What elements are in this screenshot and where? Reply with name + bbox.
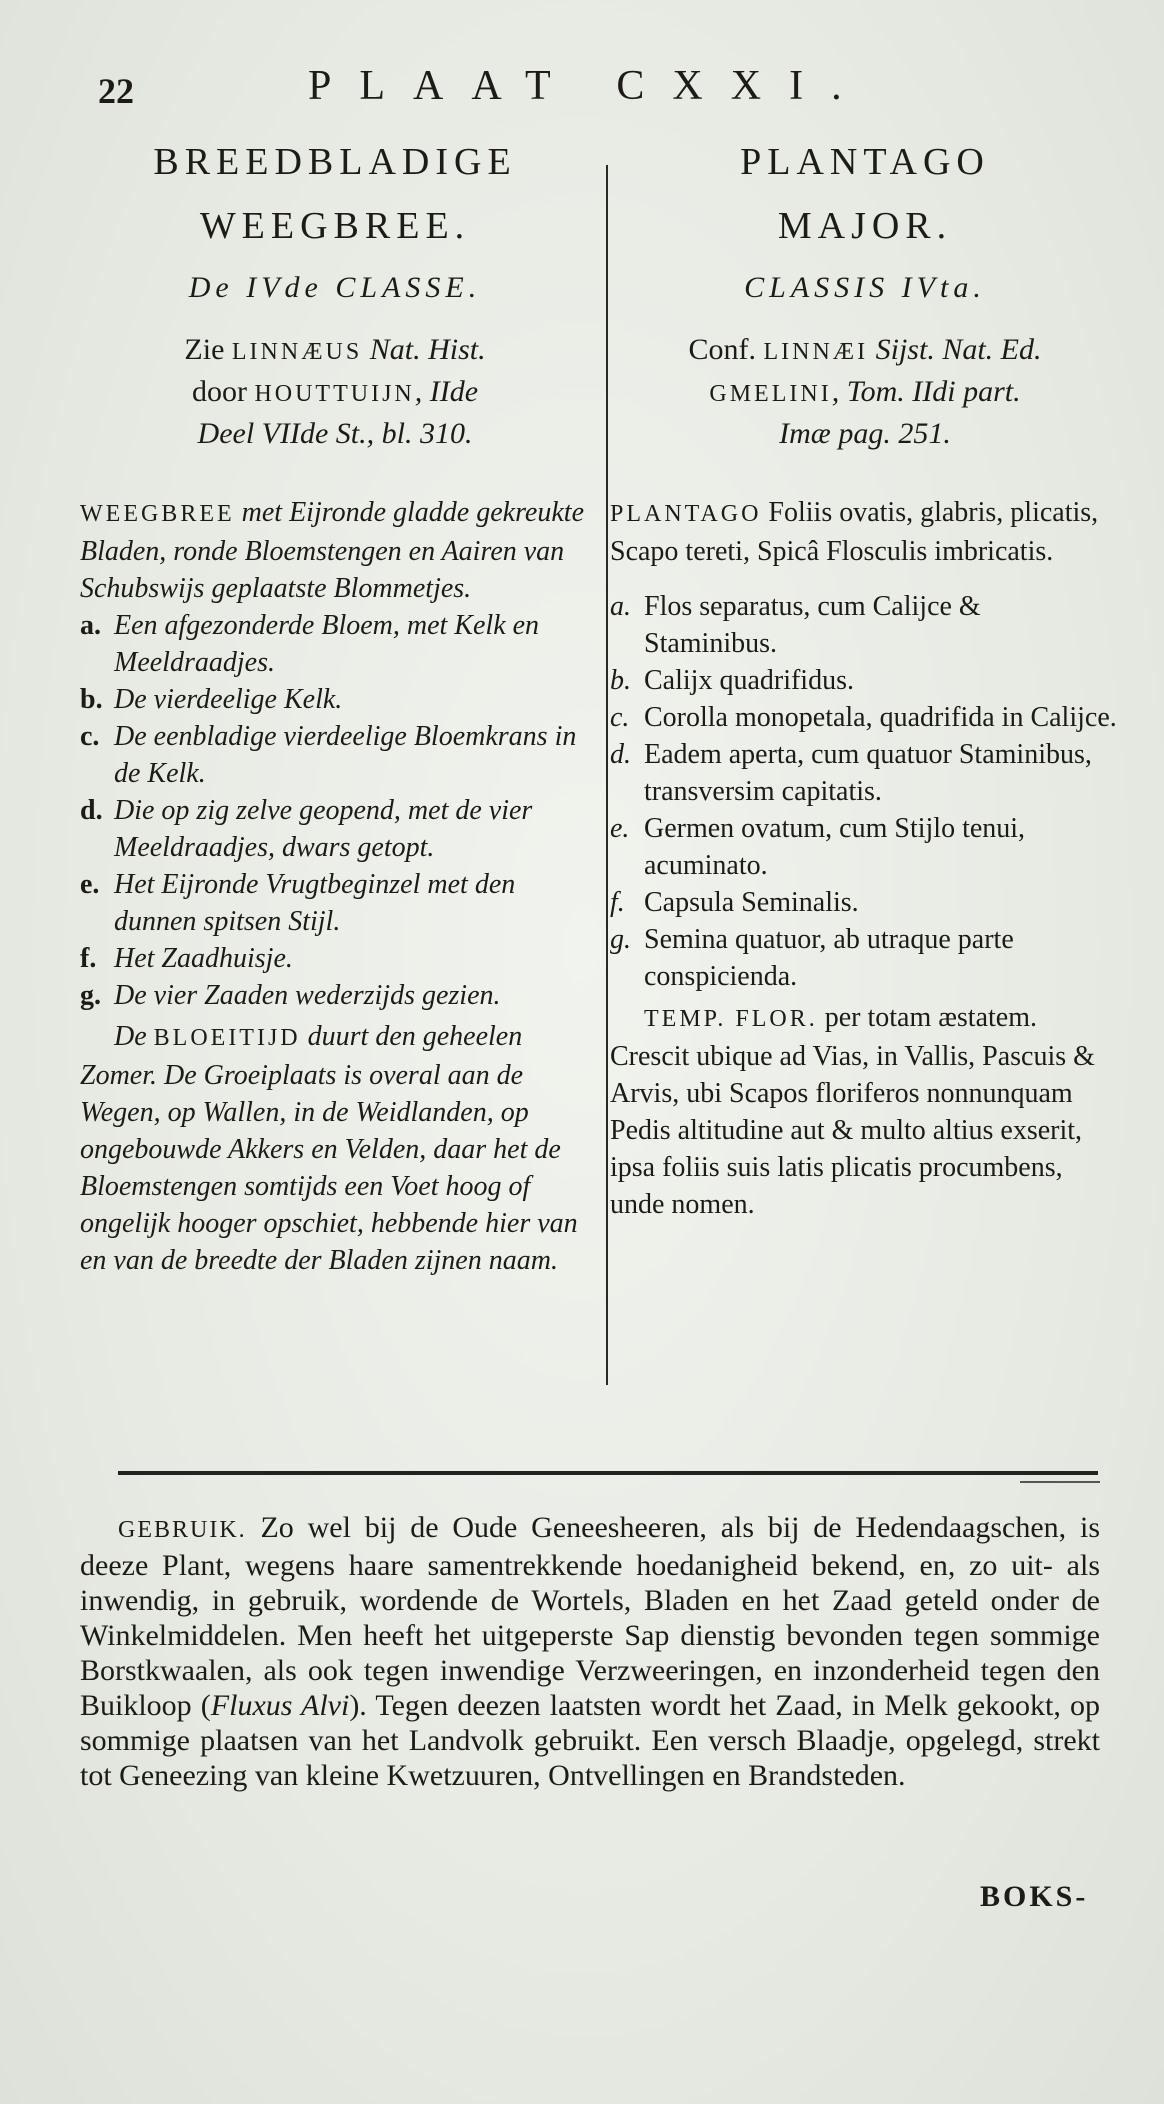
item-text: Eadem aperta, cum quatuor Staminibus, transversim capitatis. [644, 739, 1092, 807]
item-text: Het Zaadhuisje. [114, 943, 293, 974]
ref-text: door [191, 375, 255, 408]
item-letter: e. [80, 869, 100, 900]
item-text: Germen ovatum, cum Stijlo tenui, acuminato. [644, 813, 1026, 881]
ref-text: Conf. [688, 333, 764, 366]
page-number: 22 [98, 71, 134, 111]
latin-reference [610, 330, 1120, 454]
dutch-class-line: De IVde CLASSE. [188, 271, 482, 304]
latin-description [610, 494, 1120, 570]
section-rule [118, 1471, 1098, 1475]
plate-title: PLAAT CXXI. [308, 63, 870, 109]
flower-text: per totam æstatem. Crescit ubique ad Vias, in Vallis, Pascuis & Arvis, ubi Scapos floriferos nonnunquam Pedis altitudine aut & multo altius exserit, ipsa foliis suis latis plicatis procumbens, unde nomen. [610, 1002, 1095, 1220]
item-letter: f. [80, 943, 97, 974]
item-text: Corolla monopetala, quadrifida in Calijce. [644, 702, 1117, 733]
item-letter: e. [610, 813, 630, 844]
page-header [98, 62, 1098, 122]
item-text: Flos separatus, cum Calijce & Staminibus. [644, 591, 981, 659]
list-item [80, 607, 590, 681]
ref-author: LINNÆI [763, 339, 869, 365]
dutch-column [80, 130, 590, 1279]
list-item [80, 792, 590, 866]
list-item [610, 588, 1120, 662]
ref-author: HOUTTUIJN [254, 381, 415, 407]
dutch-flowering [80, 1018, 590, 1279]
item-letter: d. [80, 795, 103, 826]
ref-work: Nat. Hist. [362, 333, 486, 366]
item-letter: b. [80, 684, 103, 715]
usage-label: GEBRUIK. [118, 1517, 247, 1543]
ref-author: GMELINI [709, 381, 832, 407]
list-item [610, 884, 1120, 921]
item-letter: a. [610, 591, 631, 622]
item-letter: c. [610, 702, 630, 733]
item-text: Die op zig zelve geopend, met de vier Meeldraadjes, dwars getopt. [114, 795, 533, 863]
item-letter: d. [610, 739, 631, 770]
list-item [610, 810, 1120, 884]
flower-text: duurt den geheelen Zomer. De Groeiplaats is overal aan de Wegen, op Wallen, in de Weidlanden, op ongebouwde Akkers en Velden, daar het de Bloemstengen somtijds een Voet hoog of ongelijk hooger opschiet, hebbende hier van en van de breedte der Bladen zijnen naam. [80, 1021, 578, 1276]
catchword: BOKS- [980, 1880, 1089, 1913]
item-letter: a. [80, 610, 101, 641]
column-divider [606, 165, 608, 1385]
list-item [80, 718, 590, 792]
flower-label: BLOEITIJD [153, 1025, 301, 1051]
section-rule-accent [1020, 1481, 1100, 1483]
item-letter: b. [610, 665, 631, 696]
list-item [610, 921, 1120, 995]
desc-text: met Eijronde gladde gekreukte Bladen, ronde Bloemstengen en Aairen van Schubswijs geplaatste Blommetjes. [80, 497, 584, 604]
ref-author: LINNÆUS [231, 339, 363, 365]
usage-paragraph [80, 1510, 1100, 1793]
ref-volume: Imæ pag. 251. [779, 417, 951, 450]
ref-text: Zie [184, 333, 232, 366]
desc-text: Foliis ovatis, glabris, plicatis, Scapo tereti, Spicâ Flosculis imbricatis. [610, 497, 1099, 567]
latin-class-line: CLASSIS IVta. [744, 271, 986, 304]
dutch-title-line2: WEEGBREE. [199, 205, 471, 247]
latin-flowering [610, 999, 1120, 1223]
ref-volume: Deel VIIde St., bl. 310. [197, 417, 473, 450]
item-text: Het Eijronde Vrugtbeginzel met den dunnen spitsen Stijl. [114, 869, 516, 937]
dutch-reference [80, 330, 590, 454]
dutch-title-line1: BREEDBLADIGE [153, 141, 517, 183]
list-item [80, 940, 590, 977]
latin-body [610, 494, 1120, 1223]
item-letter: g. [610, 924, 631, 955]
latin-title-line2: MAJOR. [777, 205, 953, 247]
list-item [80, 681, 590, 718]
list-item [610, 736, 1120, 810]
desc-label: PLANTAGO [610, 501, 762, 527]
list-item [610, 662, 1120, 699]
list-item [610, 699, 1120, 736]
latin-title-line1: PLANTAGO [740, 141, 990, 183]
usage-text: Zo wel bij de Oude Geneesheeren, als bij de Hedendaagschen, is deeze Plant, wegens haare samentrekkende hoedanigheid bekend, en, zo uit- als inwendig, in gebruik, wordende de Wortels, Bladen en het Zaad geteld onder de Winkelmiddelen. Men heeft het uitgeperste Sap dienstig bevonden tegen sommige Borstkwaalen, als ook tegen inwendige Verzweeringen, en inzonderheid tegen den Buikloop ( [80, 1511, 1100, 1722]
latin-column [610, 130, 1120, 1223]
dutch-body [80, 494, 590, 1279]
usage-text: ). Tegen deezen laatsten wordt het Zaad, in Melk gekookt, op sommige plaatsen van het Landvolk gebruikt. Een versch Blaadje, opgelegd, strekt tot Geneezing van kleine Kwetzuuren, Ontvellingen en Brandsteden. [80, 1689, 1100, 1792]
item-text: De vier Zaaden wederzijds gezien. [114, 980, 501, 1011]
item-text: Semina quatuor, ab utraque parte conspicienda. [644, 924, 1014, 992]
ref-work: , IIde [414, 375, 479, 408]
item-text: Capsula Seminalis. [644, 887, 859, 918]
flower-label: TEMP. FLOR. [644, 1006, 818, 1032]
ref-work: Sijst. Nat. Ed. [868, 333, 1042, 366]
list-item [80, 977, 590, 1014]
item-letter: g. [80, 980, 101, 1011]
flower-text: De [114, 1021, 154, 1052]
list-item [80, 866, 590, 940]
item-text: De vierdeelige Kelk. [114, 684, 343, 715]
dutch-description [80, 494, 590, 607]
usage-latin-term: Fluxus Alvi [210, 1689, 350, 1722]
item-text: Calijx quadrifidus. [644, 665, 854, 696]
item-letter: f. [610, 887, 625, 918]
item-text: De eenbladige vierdeelige Bloemkrans in de Kelk. [114, 721, 577, 789]
item-text: Een afgezonderde Bloem, met Kelk en Meeldraadjes. [114, 610, 540, 678]
item-letter: c. [80, 721, 100, 752]
desc-label: WEEGBREE [80, 501, 235, 527]
ref-work: , Tom. IIdi part. [831, 375, 1021, 408]
